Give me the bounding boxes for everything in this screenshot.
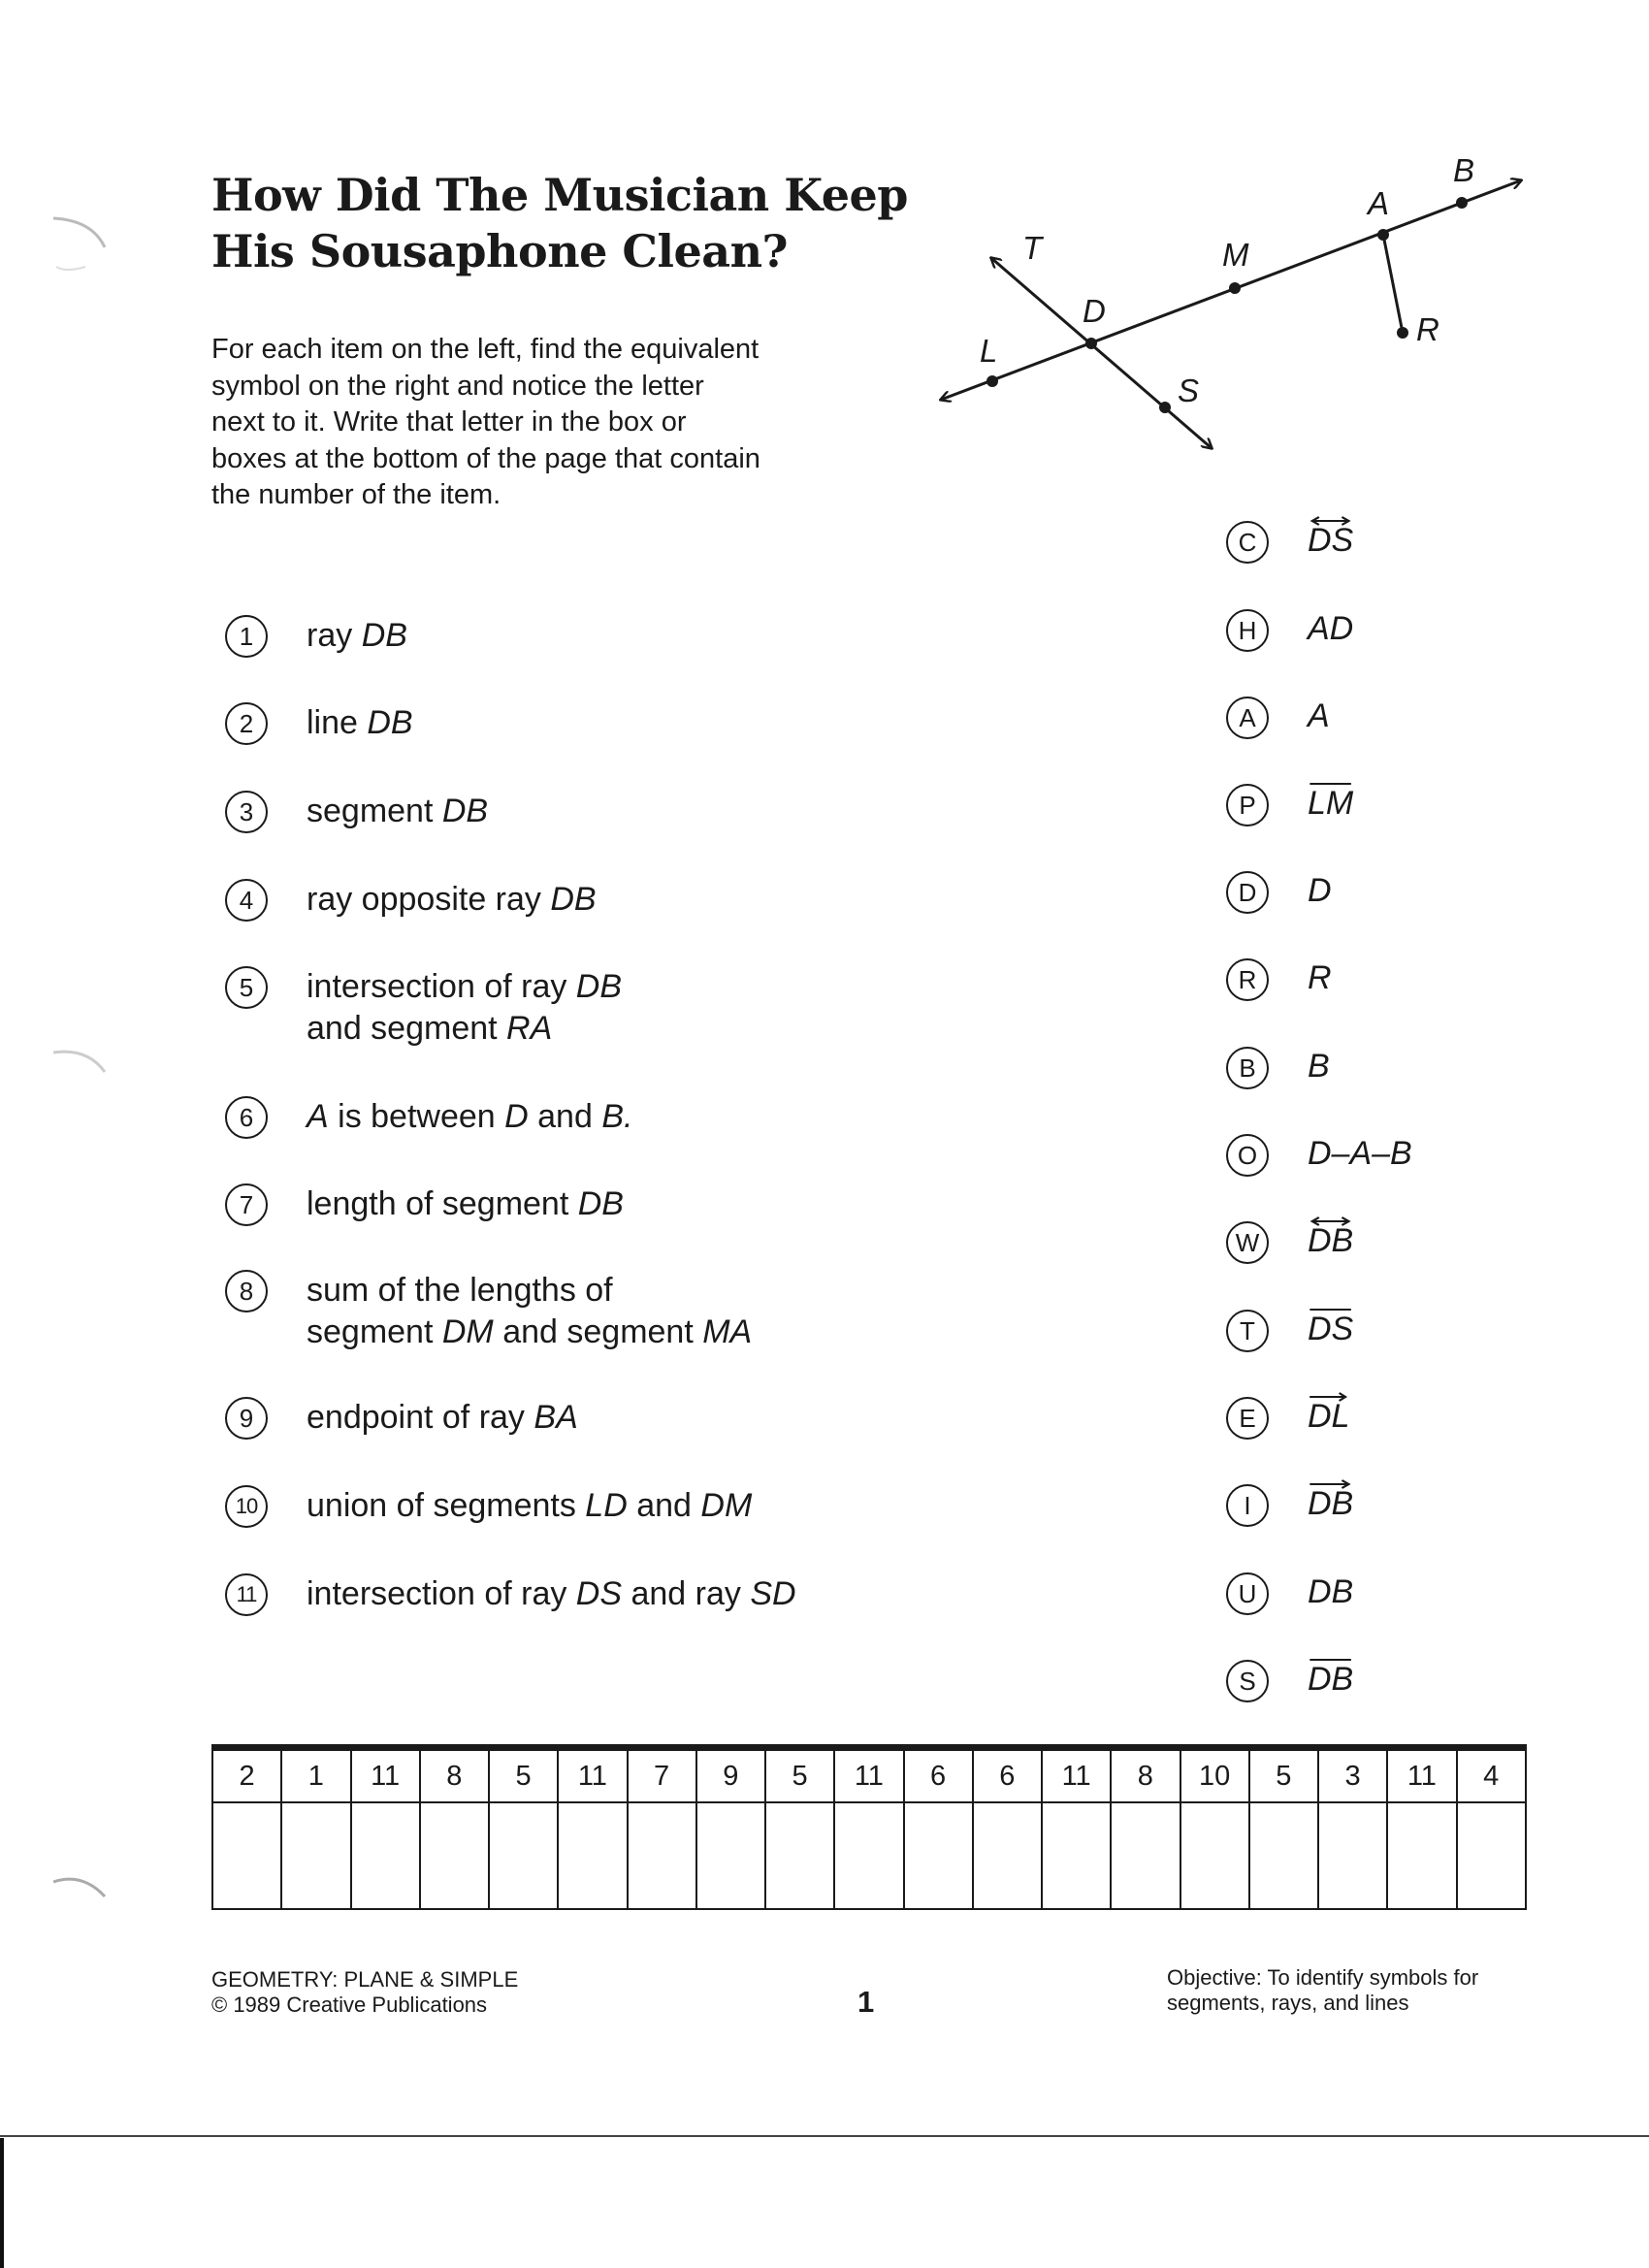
hole-punch-mark bbox=[0, 1028, 107, 1106]
choice-symbol bbox=[1308, 1221, 1353, 1260]
choice-letter: B bbox=[1226, 1047, 1269, 1089]
answer-number: 5 bbox=[765, 1748, 834, 1803]
point-A bbox=[1377, 229, 1389, 241]
answer-box[interactable] bbox=[904, 1802, 973, 1909]
choice-letter: P bbox=[1226, 784, 1269, 826]
answer-box[interactable] bbox=[1318, 1802, 1387, 1909]
choice-symbol bbox=[1308, 1660, 1353, 1699]
answer-box[interactable] bbox=[1111, 1802, 1180, 1909]
answer-number: 11 bbox=[558, 1748, 627, 1803]
answer-box[interactable] bbox=[281, 1802, 350, 1909]
page-title bbox=[211, 167, 949, 279]
choice-letter: S bbox=[1226, 1660, 1269, 1702]
answer-box[interactable] bbox=[351, 1802, 420, 1909]
choice-letter: H bbox=[1226, 609, 1269, 652]
answer-number: 7 bbox=[628, 1748, 696, 1803]
label-D: D bbox=[1083, 293, 1106, 329]
label-M: M bbox=[1222, 237, 1249, 273]
instructions-line: symbol on the right and notice the letter bbox=[211, 370, 704, 402]
item-number: 8 bbox=[225, 1270, 268, 1312]
item-number: 9 bbox=[225, 1397, 268, 1440]
answer-box[interactable] bbox=[696, 1802, 765, 1909]
choice-letter: I bbox=[1226, 1484, 1269, 1527]
answer-box[interactable] bbox=[1042, 1802, 1111, 1909]
item-text: ray opposite ray DB bbox=[307, 881, 597, 918]
item-text: length of segment DB bbox=[307, 1185, 624, 1222]
item-text: ray DB bbox=[307, 617, 407, 654]
answer-box[interactable] bbox=[489, 1802, 558, 1909]
answer-box[interactable] bbox=[834, 1802, 903, 1909]
choice-letter: C bbox=[1226, 521, 1269, 564]
label-T: T bbox=[1022, 230, 1043, 266]
item-text: intersection of ray DB and segment RA bbox=[307, 968, 623, 1047]
item-text: A is between D and B. bbox=[307, 1098, 633, 1135]
item-text: sum of the lengths of segment DM and segment MA bbox=[307, 1272, 753, 1350]
answer-box[interactable] bbox=[1387, 1802, 1456, 1909]
item-number: 5 bbox=[225, 966, 268, 1009]
objective-line: Objective: To identify symbols for bbox=[1167, 1965, 1479, 1990]
answer-number: 6 bbox=[973, 1748, 1042, 1803]
ray-symbol: DB bbox=[1308, 1484, 1353, 1523]
answer-number-row bbox=[212, 1748, 1526, 1803]
footer-book-title: GEOMETRY: PLANE & SIMPLE bbox=[211, 1967, 519, 1992]
choice-symbol: R bbox=[1308, 959, 1332, 996]
footer-copyright: © 1989 Creative Publications bbox=[211, 1993, 488, 2017]
choice-letter: E bbox=[1226, 1397, 1269, 1440]
item-number: 4 bbox=[225, 879, 268, 922]
answer-number: 5 bbox=[489, 1748, 558, 1803]
choice-letter: R bbox=[1226, 958, 1269, 1001]
scan-edge-shadow bbox=[0, 2138, 4, 2268]
choice-symbol: B bbox=[1308, 1048, 1330, 1085]
instructions-line: next to it. Write that letter in the box or bbox=[211, 406, 687, 437]
label-B: B bbox=[1453, 152, 1475, 188]
answer-box[interactable] bbox=[558, 1802, 627, 1909]
answer-box[interactable] bbox=[1457, 1802, 1527, 1909]
choice-symbol: DB bbox=[1308, 1573, 1354, 1610]
choice-letter: D bbox=[1226, 871, 1269, 914]
answer-number: 10 bbox=[1180, 1748, 1249, 1803]
answer-box[interactable] bbox=[765, 1802, 834, 1909]
answer-number: 11 bbox=[351, 1748, 420, 1803]
item-number: 6 bbox=[225, 1096, 268, 1139]
point-S bbox=[1159, 402, 1171, 413]
answer-number: 11 bbox=[834, 1748, 903, 1803]
title-line-1: How Did The Musician Keep bbox=[211, 169, 908, 221]
answer-box[interactable] bbox=[1180, 1802, 1249, 1909]
item-text: segment DB bbox=[307, 793, 489, 829]
footer-objective bbox=[1167, 1965, 1536, 2016]
label-A: A bbox=[1368, 185, 1390, 221]
choice-symbol bbox=[1308, 1310, 1353, 1348]
label-R: R bbox=[1416, 311, 1439, 347]
answer-number: 11 bbox=[1042, 1748, 1111, 1803]
segment-symbol: LM bbox=[1308, 785, 1354, 822]
item-number: 11 bbox=[225, 1573, 268, 1616]
choice-symbol: A bbox=[1308, 697, 1330, 734]
answer-number: 11 bbox=[1387, 1748, 1456, 1803]
answer-box[interactable] bbox=[1249, 1802, 1318, 1909]
hole-punch-mark bbox=[0, 209, 107, 286]
line-symbol: DS bbox=[1308, 521, 1353, 560]
hole-punch-mark bbox=[0, 1843, 107, 1921]
label-L: L bbox=[980, 333, 998, 369]
point-D bbox=[1085, 338, 1097, 349]
choice-symbol: D–A–B bbox=[1308, 1135, 1412, 1172]
page-edge-line bbox=[0, 2135, 1649, 2137]
choice-symbol: D bbox=[1308, 872, 1332, 909]
item-number: 7 bbox=[225, 1183, 268, 1226]
answer-number: 2 bbox=[212, 1748, 281, 1803]
answer-number: 9 bbox=[696, 1748, 765, 1803]
title-line-2: His Sousaphone Clean? bbox=[211, 225, 788, 277]
segment-symbol: DS bbox=[1308, 1311, 1354, 1347]
answer-number: 1 bbox=[281, 1748, 350, 1803]
choice-symbol bbox=[1308, 1484, 1353, 1523]
segment-symbol: DB bbox=[1308, 1661, 1354, 1698]
answer-number: 8 bbox=[1111, 1748, 1180, 1803]
answer-number: 3 bbox=[1318, 1748, 1387, 1803]
item-number: 1 bbox=[225, 615, 268, 658]
point-M bbox=[1229, 282, 1241, 294]
instructions-line: For each item on the left, find the equivalent bbox=[211, 334, 760, 365]
objective-line: segments, rays, and lines bbox=[1167, 1991, 1409, 2015]
point-L bbox=[986, 375, 998, 387]
instructions-line: boxes at the bottom of the page that contain bbox=[211, 442, 760, 474]
instructions bbox=[211, 332, 871, 514]
choice-symbol bbox=[1308, 784, 1353, 823]
answer-box[interactable] bbox=[628, 1802, 696, 1909]
answer-number: 8 bbox=[420, 1748, 489, 1803]
choice-symbol bbox=[1308, 521, 1353, 560]
item-number: 3 bbox=[225, 791, 268, 833]
line-symbol: DB bbox=[1308, 1221, 1353, 1260]
answer-box[interactable] bbox=[212, 1802, 281, 1909]
choice-letter: A bbox=[1226, 697, 1269, 739]
line-TS bbox=[991, 258, 1212, 448]
label-S: S bbox=[1178, 373, 1200, 408]
footer-source bbox=[211, 1967, 518, 2018]
answer-box-row bbox=[212, 1802, 1526, 1909]
choice-letter: U bbox=[1226, 1572, 1269, 1615]
answer-box[interactable] bbox=[973, 1802, 1042, 1909]
instructions-line: the number of the item. bbox=[211, 479, 501, 510]
choice-letter: W bbox=[1226, 1221, 1269, 1264]
answer-number: 4 bbox=[1457, 1748, 1527, 1803]
item-text: endpoint of ray BA bbox=[307, 1399, 578, 1436]
segment-AR bbox=[1383, 235, 1403, 333]
point-B bbox=[1456, 197, 1468, 209]
choice-letter: O bbox=[1226, 1134, 1269, 1177]
item-number: 2 bbox=[225, 702, 268, 745]
choice-symbol bbox=[1308, 1397, 1349, 1436]
choice-letter: T bbox=[1226, 1310, 1269, 1352]
answer-box[interactable] bbox=[420, 1802, 489, 1909]
point-R bbox=[1397, 327, 1408, 339]
answer-number: 6 bbox=[904, 1748, 973, 1803]
page-number: 1 bbox=[857, 1985, 875, 2019]
item-text: line DB bbox=[307, 704, 413, 741]
answer-table bbox=[211, 1744, 1527, 1910]
item-number: 10 bbox=[225, 1485, 268, 1528]
answer-number: 5 bbox=[1249, 1748, 1318, 1803]
item-text: intersection of ray DS and ray SD bbox=[307, 1575, 796, 1612]
geometry-diagram bbox=[931, 146, 1533, 466]
ray-symbol: DL bbox=[1308, 1397, 1349, 1436]
choice-symbol: AD bbox=[1308, 610, 1354, 647]
item-text: union of segments LD and DM bbox=[307, 1487, 753, 1524]
